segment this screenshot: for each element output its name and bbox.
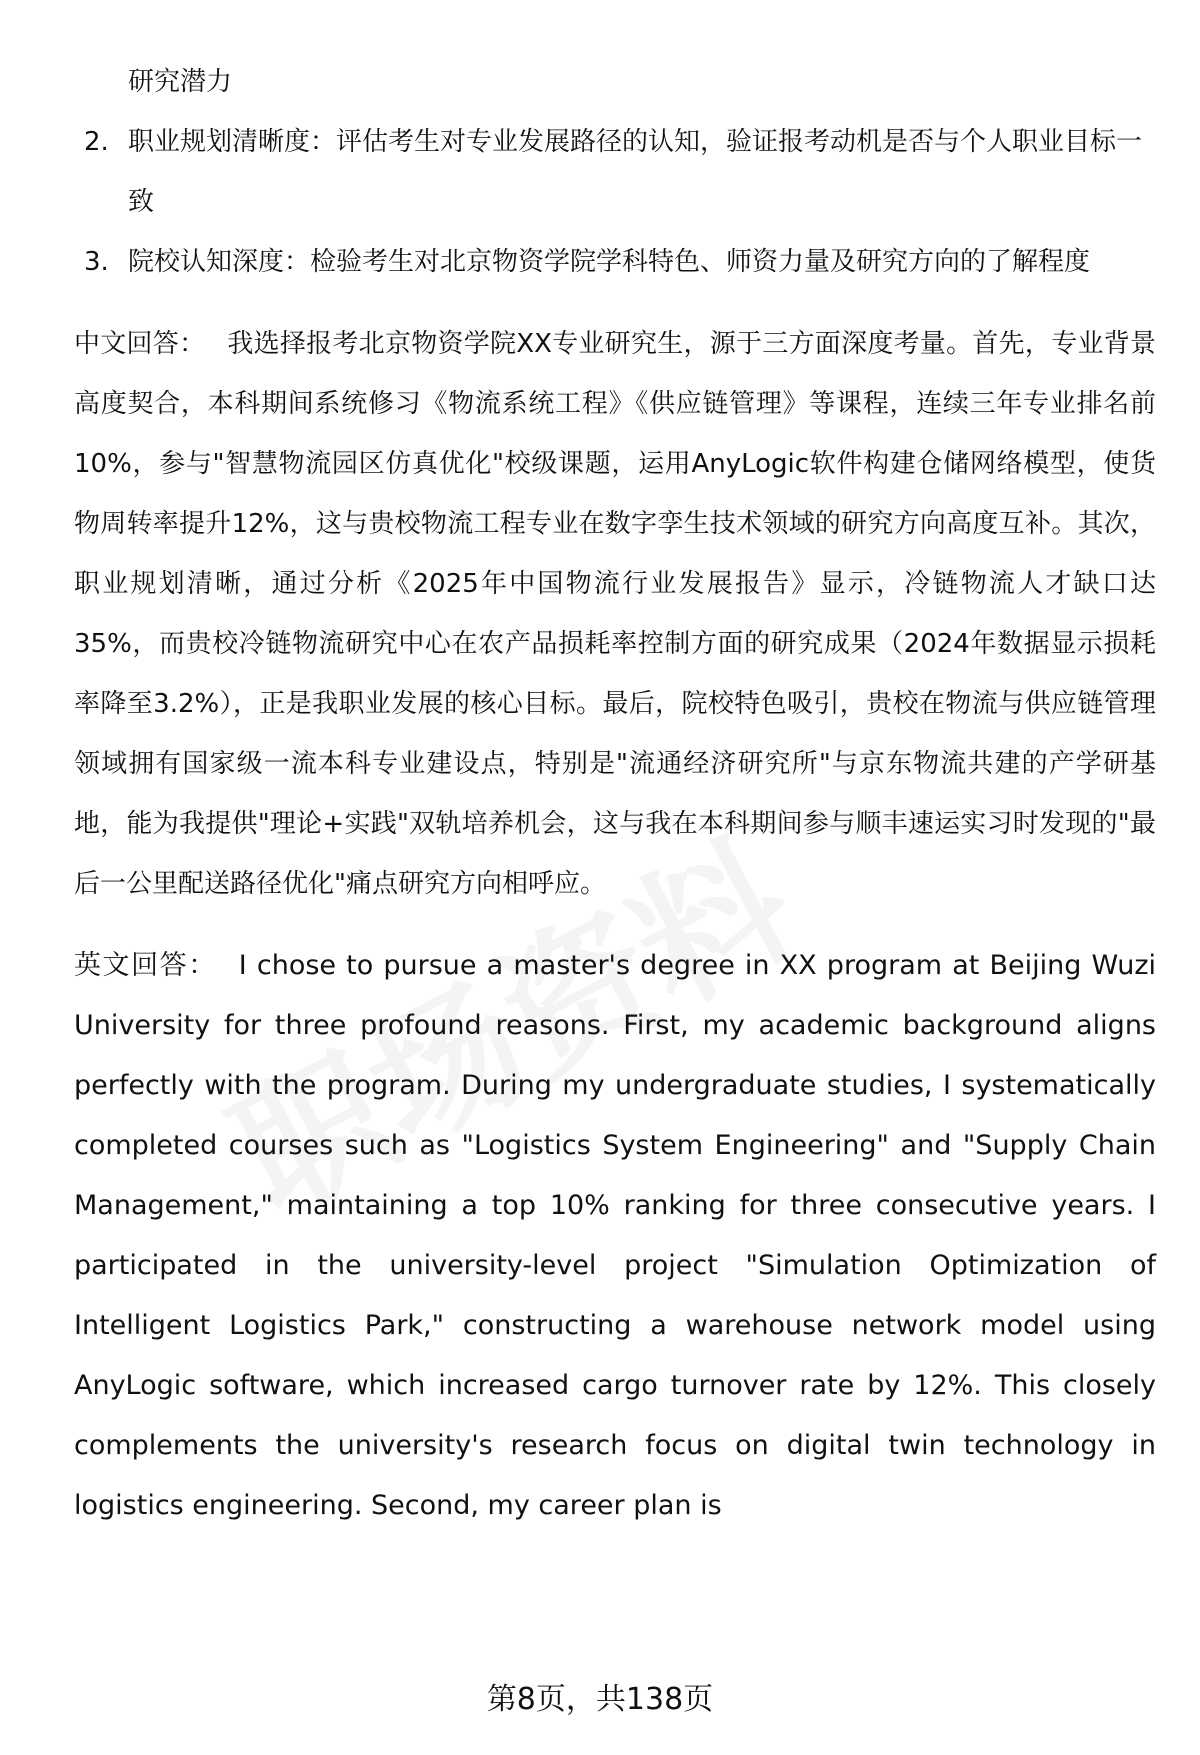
page-content: [74, 52, 1156, 1536]
list-item-continuation: 研究潜力: [128, 67, 233, 97]
list-item-text: 职业规划清晰度：评估考生对专业发展路径的认知，验证报考动机是否与个人职业目标一致: [128, 127, 1143, 217]
list-item-text: 院校认知深度：检验考生对北京物资学院学科特色、师资力量及研究方向的了解程度: [128, 247, 1091, 277]
list-item-number: 3.: [84, 247, 109, 277]
chinese-answer-paragraph: [74, 314, 1156, 914]
list-item: [74, 112, 1156, 232]
chinese-answer-text: 我选择报考北京物资学院XX专业研究生，源于三方面深度考量。首先，专业背景高度契合，本科期间系统修习《物流系统工程》《供应链管理》等课程，连续三年专业排名前10%，参与"智慧物流园区仿真优化"校级课题，运用AnyLogic软件构建仓储网络模型，使货物周转率提升12%，这与贵校物流工程专业在数字孪生技术领域的研究方向高度互补。其次，职业规划清晰，通过分析《2025年中国物流行业发展报告》显示，冷链物流人才缺口达35%，而贵校冷链物流研究中心在农产品损耗率控制方面的研究成果（2024年数据显示损耗率降至3.2%），正是我职业发展的核心目标。最后，院校特色吸引，贵校在物流与供应链管理领域拥有国家级一流本科专业建设点，特别是"流通经济研究所"与京东物流共建的产学研基地，能为我提供"理论+实践"双轨培养机会，这与我在本科期间参与顺丰速运实习时发现的"最后一公里配送路径优化"痛点研究方向相呼应。: [74, 329, 1156, 899]
page-number-footer: 第8页，共138页: [486, 1682, 714, 1717]
list-item: [74, 232, 1156, 292]
criteria-list: [74, 112, 1156, 292]
english-answer-label: 英文回答：: [74, 950, 217, 981]
english-answer-text: I chose to pursue a master's degree in XX program at Beijing Wuzi University for three profound reasons. First, my academic background aligns perfectly with the program. During my undergraduate studies, I systematically completed courses such as "Logistics System Engineering" and "Supply Chain Management," maintaining a top 10% ranking for three consecutive years. I participated in the university-level project "Simulation Optimization of Intelligent Logistics Park," constructing a warehouse network model using AnyLogic software, which increased cargo turnover rate by 12%. This closely complements the university's research focus on digital twin technology in logistics engineering. Second, my career plan is: [74, 950, 1157, 1521]
english-answer-paragraph: [74, 936, 1156, 1536]
chinese-answer-label: 中文回答：: [74, 329, 206, 359]
list-item-number: 2.: [84, 127, 109, 157]
